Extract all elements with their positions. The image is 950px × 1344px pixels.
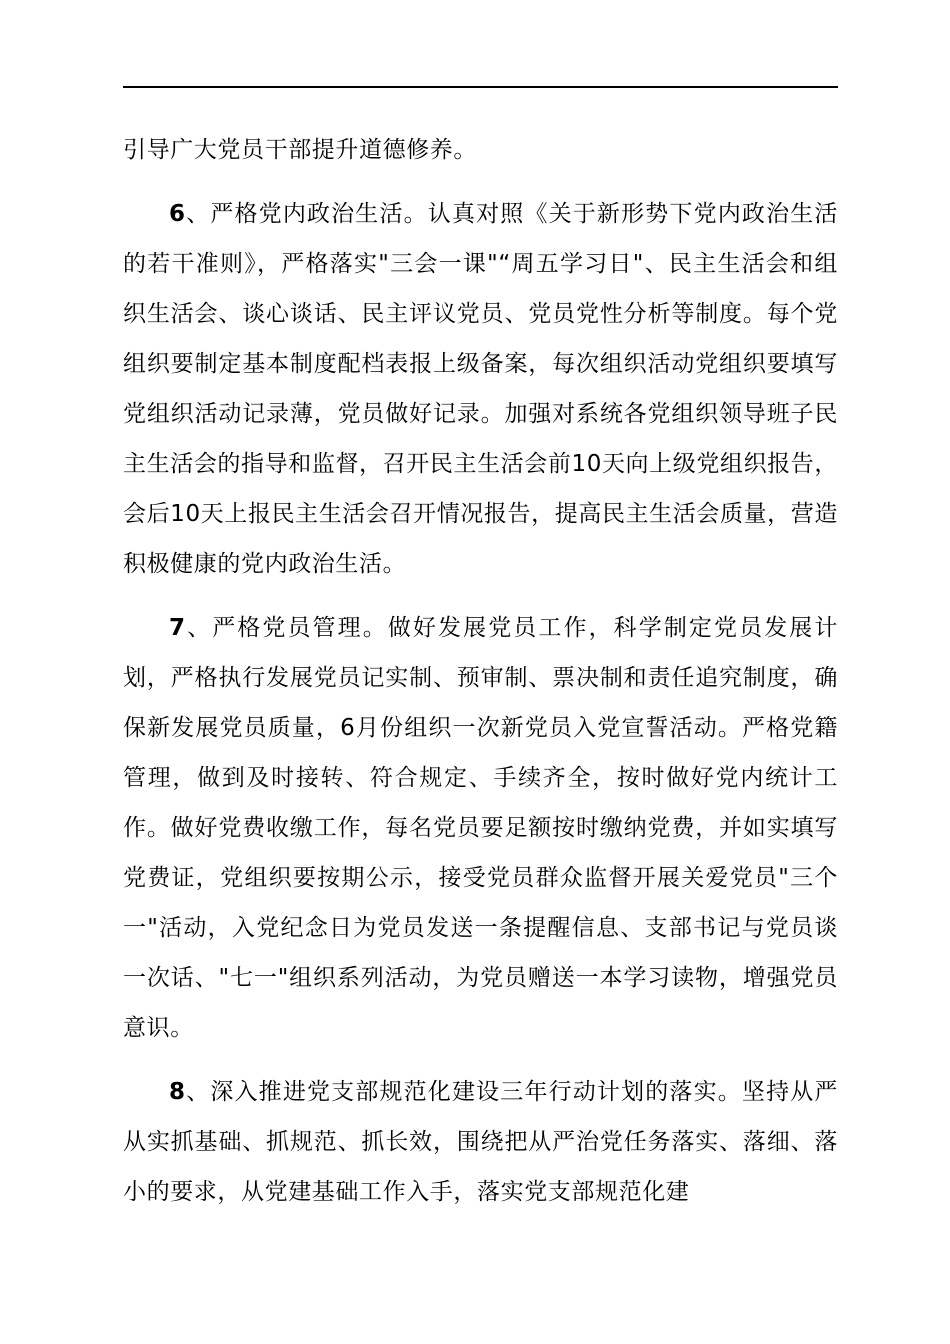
item-text: 、严格党员管理。做好发展党员工作，科学制定党员发展计划，严格执行发展党员记实制、预审制、票决制和责任追究制度，确保新发展党员质量，6月份组织一次新党员入党宣誓活动。严格党籍管理，做到及时接转、符合规定、手续齐全，按时做好党内统计工作。做好党费收缴工作，每名党员要足额按时缴纳党费，并如实填写党费证，党组织要按期公示，接受党员群众监督开展关爱党员"三个一"活动，入党纪念日为党员发送一条提醒信息、支部书记与党员谈一次话、"七一"组织系列活动，为党员赠送一本学习读物，增强党员意识。: [123, 615, 838, 1041]
header-rule: [123, 86, 838, 88]
item-number: 8: [169, 1079, 186, 1105]
item-number: 6: [169, 201, 186, 227]
item-paragraph-6: [123, 189, 838, 589]
item-paragraph-8: [123, 1067, 838, 1217]
continuation-paragraph: 引导广大党员干部提升道德修养。: [123, 137, 477, 163]
document-body: [123, 125, 838, 1231]
item-text: 、深入推进党支部规范化建设三年行动计划的落实。坚持从严从实抓基础、抓规范、抓长效，围绕把从严治党任务落实、落细、落小的要求，从党建基础工作入手，落实党支部规范化建: [123, 1079, 838, 1205]
item-number: 7: [169, 615, 186, 641]
item-text: 、严格党内政治生活。认真对照《关于新形势下党内政治生活的若干准则》，严格落实"三会一课"“周五学习日"、民主生活会和组织生活会、谈心谈话、民主评议党员、党员党性分析等制度。每个党组织要制定基本制度配档表报上级备案，每次组织活动党组织要填写党组织活动记录薄，党员做好记录。加强对系统各党组织领导班子民主生活会的指导和监督，召开民主生活会前10天向上级党组织报告，会后10天上报民主生活会召开情况报告，提高民主生活会质量，营造积极健康的党内政治生活。: [123, 201, 838, 577]
item-paragraph-7: [123, 603, 838, 1053]
